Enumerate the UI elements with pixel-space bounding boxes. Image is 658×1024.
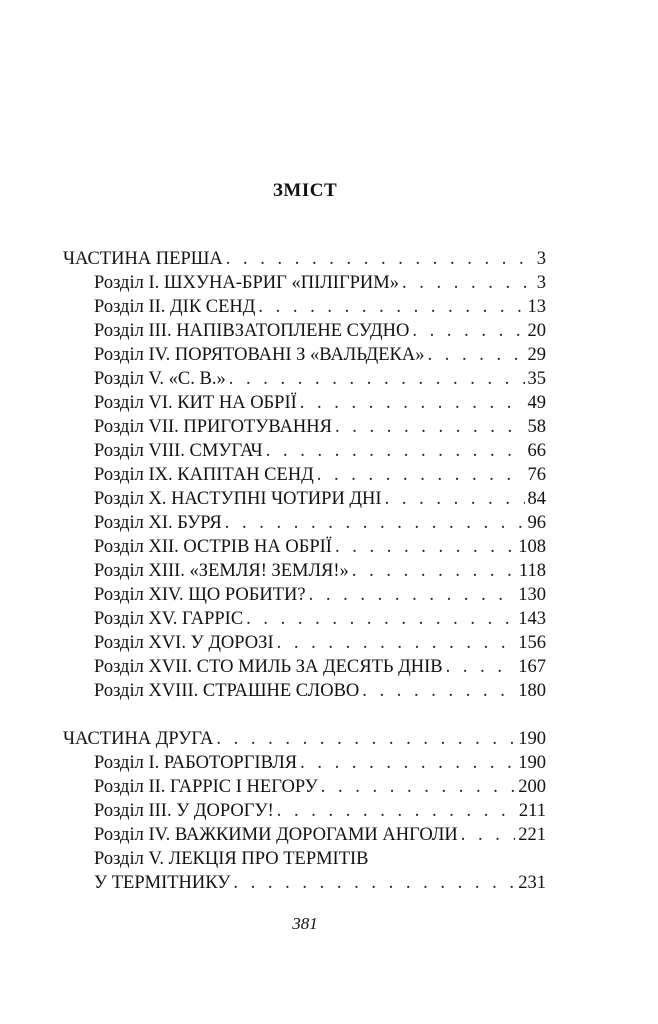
page-ref: 35 (527, 369, 546, 389)
dot-leader (309, 583, 516, 607)
page-ref: 3 (536, 249, 546, 269)
toc-chapter-entry[interactable] (63, 439, 546, 463)
chapter-title: Розділ I. ШХУНА-БРИГ «ПІЛІГРИМ» (94, 273, 399, 293)
chapter-title: Розділ XV. ГАРРІС (94, 609, 244, 629)
toc-chapter-entry[interactable] (63, 511, 546, 535)
page-ref: 84 (527, 489, 546, 509)
dot-leader (277, 631, 516, 655)
dot-leader (266, 439, 525, 463)
dot-leader (412, 319, 524, 343)
chapter-title: Розділ XVII. СТО МИЛЬ ЗА ДЕСЯТЬ ДНІВ (94, 657, 443, 677)
toc-chapter-entry[interactable] (63, 559, 546, 583)
chapter-title: Розділ V. «С. В.» (94, 369, 226, 389)
page-ref: 143 (518, 609, 546, 629)
toc-chapter-entry[interactable] (63, 487, 546, 511)
dot-leader (216, 727, 515, 751)
page-ref: 180 (518, 681, 546, 701)
chapter-title: Розділ III. У ДОРОГУ! (94, 801, 274, 821)
dot-leader (277, 799, 516, 823)
toc-part-entry[interactable] (63, 727, 546, 751)
page-number: 381 (292, 914, 318, 933)
toc-chapter-entry[interactable] (63, 295, 546, 319)
toc-chapter-entry[interactable] (63, 535, 546, 559)
toc-chapter-entry[interactable] (63, 607, 546, 631)
toc-chapter-entry[interactable] (63, 319, 546, 343)
chapter-title: Розділ XII. ОСТРІВ НА ОБРІЇ (94, 537, 332, 557)
dot-leader (226, 247, 531, 271)
page-ref: 211 (518, 801, 546, 821)
toc-chapter-entry[interactable] (63, 847, 546, 871)
page-ref: 200 (518, 777, 546, 797)
toc-chapter-entry[interactable] (63, 271, 546, 295)
chapter-title: Розділ IV. ПОРЯТОВАНІ З «ВАЛЬДЕКА» (94, 345, 425, 365)
dot-leader (335, 535, 515, 559)
chapter-title: Розділ VII. ПРИГОТУВАННЯ (94, 417, 332, 437)
chapter-title: Розділ VI. КИТ НА ОБРІЇ (94, 393, 297, 413)
toc-chapter-entry[interactable] (63, 343, 546, 367)
chapter-title-continuation: У ТЕРМІТНИКУ (94, 873, 231, 893)
toc-chapter-entry[interactable] (63, 823, 546, 847)
dot-leader (446, 655, 516, 679)
dot-leader (335, 415, 525, 439)
page-ref: 130 (518, 585, 546, 605)
page-ref: 76 (527, 465, 546, 485)
toc-chapter-entry-continuation[interactable] (63, 871, 546, 895)
dot-leader (352, 559, 516, 583)
dot-leader (225, 511, 525, 535)
dot-leader (428, 343, 525, 367)
page-ref: 167 (518, 657, 546, 677)
section-spacer (63, 703, 546, 727)
toc-chapter-entry[interactable] (63, 583, 546, 607)
page-ref: 29 (527, 345, 546, 365)
page-ref: 20 (527, 321, 546, 341)
dot-leader (461, 823, 516, 847)
part-title: ЧАСТИНА ДРУГА (63, 729, 214, 749)
toc-chapter-entry[interactable] (63, 751, 546, 775)
dot-leader (402, 271, 531, 295)
chapter-title: Розділ XIII. «ЗЕМЛЯ! ЗЕМЛЯ!» (94, 561, 349, 581)
chapter-title: Розділ XVI. У ДОРОЗІ (94, 633, 274, 653)
chapter-title: Розділ XIV. ЩО РОБИТИ? (94, 585, 306, 605)
part-title: ЧАСТИНА ПЕРША (63, 249, 223, 269)
toc-part-entry[interactable] (63, 247, 546, 271)
toc-chapter-entry[interactable] (63, 367, 546, 391)
dot-leader (385, 487, 525, 511)
contents-heading: ЗМІСТ (272, 180, 338, 201)
page-ref: 156 (518, 633, 546, 653)
toc-chapter-entry[interactable] (63, 799, 546, 823)
page-ref: 49 (527, 393, 546, 413)
toc-chapter-entry[interactable] (63, 631, 546, 655)
page-ref: 3 (536, 273, 546, 293)
dot-leader (300, 751, 515, 775)
chapter-title: Розділ XVIII. СТРАШНЕ СЛОВО (94, 681, 360, 701)
chapter-title: Розділ IV. ВАЖКИМИ ДОРОГАМИ АНГОЛИ (94, 825, 458, 845)
page-ref: 108 (518, 537, 546, 557)
page-ref: 96 (527, 513, 546, 533)
chapter-title: Розділ IX. КАПІТАН СЕНД (94, 465, 314, 485)
dot-leader (317, 463, 525, 487)
page-ref: 66 (527, 441, 546, 461)
toc-chapter-entry[interactable] (63, 775, 546, 799)
chapter-title: Розділ V. ЛЕКЦІЯ ПРО ТЕРМІТІВ (94, 849, 369, 869)
dot-leader (258, 295, 524, 319)
toc-chapter-entry[interactable] (63, 391, 546, 415)
toc-chapter-entry[interactable] (63, 679, 546, 703)
page-ref: 58 (527, 417, 546, 437)
toc-chapter-entry[interactable] (63, 463, 546, 487)
page-ref: 221 (518, 825, 546, 845)
chapter-title: Розділ I. РАБОТОРГІВЛЯ (94, 753, 298, 773)
page-ref: 190 (518, 729, 546, 749)
chapter-title: Розділ II. ГАРРІС І НЕГОРУ (94, 777, 318, 797)
chapter-title: Розділ VIII. СМУГАЧ (94, 441, 263, 461)
chapter-title: Розділ II. ДІК СЕНД (94, 297, 256, 317)
dot-leader (321, 775, 516, 799)
page-ref: 231 (518, 873, 546, 893)
page-ref: 190 (518, 753, 546, 773)
toc-chapter-entry[interactable] (63, 415, 546, 439)
chapter-title: Розділ XI. БУРЯ (94, 513, 222, 533)
dot-leader (300, 391, 525, 415)
chapter-title: Розділ III. НАПІВЗАТОПЛЕНЕ СУДНО (94, 321, 410, 341)
dot-leader (229, 367, 525, 391)
toc-chapter-entry[interactable] (63, 655, 546, 679)
dot-leader (362, 679, 515, 703)
dot-leader (246, 607, 515, 631)
chapter-title: Розділ X. НАСТУПНІ ЧОТИРИ ДНІ (94, 489, 382, 509)
dot-leader (233, 871, 515, 895)
page-ref: 13 (527, 297, 546, 317)
table-of-contents (63, 247, 546, 895)
page-ref: 118 (518, 561, 546, 581)
